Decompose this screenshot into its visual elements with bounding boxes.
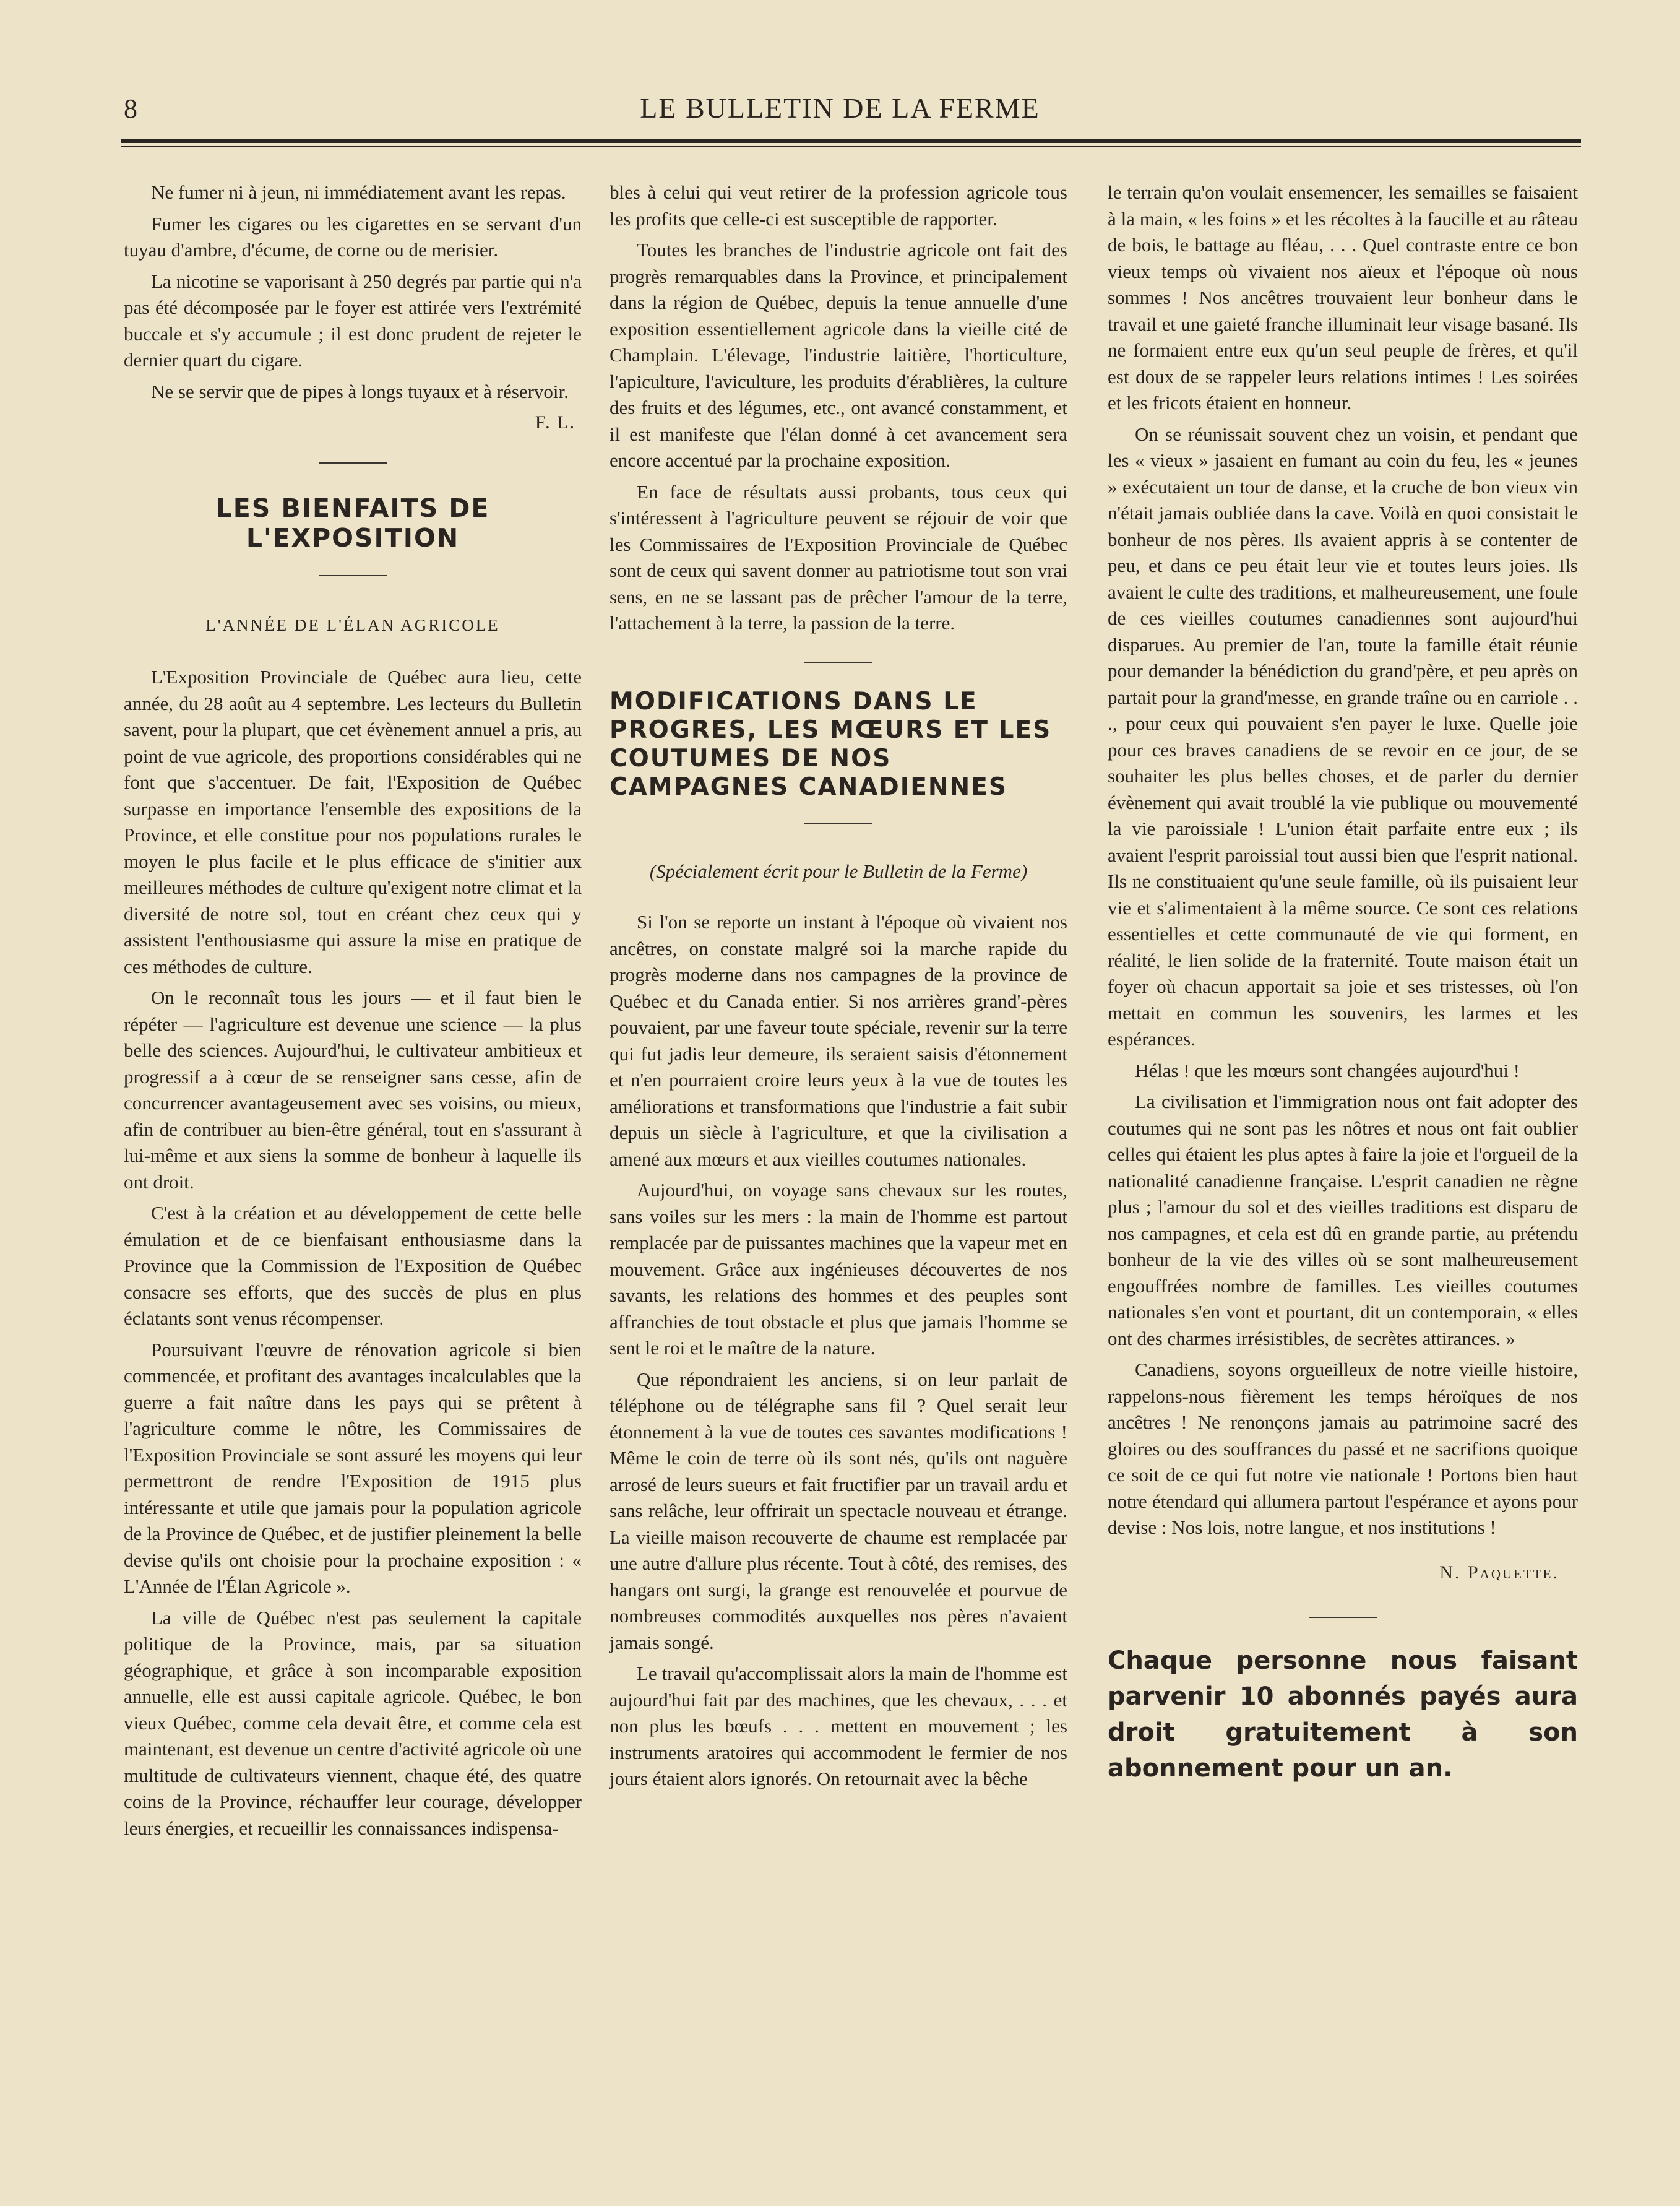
article-byline: (Spécialement écrit pour le Bulletin de la Ferme)	[649, 860, 1028, 882]
paragraph: bles à celui qui veut retirer de la profession agricole tous les profits que celle-ci est susceptible de rapporter.	[610, 181, 1067, 230]
article-title-bienfaits: LES BIENFAITS DE L'EXPOSITION	[215, 493, 490, 553]
paragraph: le terrain qu'on voulait ensemencer, les semailles se faisaient à la main, « les foins » et les récoltes à la faucille et au râteau de bois, le battage au fléau, . . . Quel contraste entre ce bon vieux temps où vivaient nos aïeux et l'époque où nous sommes ! Nos ancêtres trouvaient leur bonheur dans le travail et une gaieté franche illuminait leur visage basané. Ils ne formaient entre eux qu'un seul peuple de frères, et qu'il est doux de se rappeler leurs relations intimes ! Les soirées et les fricots étaient en honneur.	[1108, 181, 1578, 413]
paragraph: Toutes les branches de l'industrie agricole ont fait des progrès remarquables dans la Province, et principalement dans la région de Québec, depuis la tenue annuelle d'une exposition essentiellement agricole dans la vieille cité de Champlain. L'élevage, l'industrie laitière, l'horticulture, l'apiculture, l'aviculture, les produits d'érablières, la culture des fruits et des légumes, etc., ont avancé constamment, et il est manifeste que l'élan donné à cet avancement sera encore accentué par la prochaine exposition.	[610, 239, 1067, 471]
article-subtitle: L'ANNÉE DE L'ÉLAN AGRICOLE	[205, 615, 500, 634]
paragraph: Ne se servir que de pipes à longs tuyaux et à réservoir.	[151, 380, 569, 402]
paragraph: L'Exposition Provinciale de Québec aura lieu, cette année, du 28 août au 4 septembre. Les lecteurs du Bulletin savent, pour la plupart, que cet évènement annuel a pris, au point de vue agricole, des proportions considérables qui ne font que s'accentuer. De fait, l'Exposition de Québec surpasse en importance l'ensemble des expositions de la Province, et elle constitue pour nos populations rurales le moyen le plus facile et le plus efficace de s'initier aux meilleures méthodes de culture qu'exigent notre climat et la diversité de notre sol, tout en créant chez ceux qui y assistent l'enthousiasme qui assure la mise en pratique de ces méthodes de culture.	[124, 666, 582, 977]
column-3	[1108, 180, 1578, 1786]
paragraph: Que répondraient les anciens, si on leur parlait de téléphone ou de télégraphe sans fil ? Quel serait leur étonnement à la vue de toutes ces savantes modifications ! Même le coin de terre où ils sont nés, qu'ils ont naguère arrosé de leurs sueurs et fait fructifier par un travail ardu et sans relâche, leur offrirait un spectacle nouveau et étrange. La vieille maison recouverte de chaume est remplacée par une autre d'allure plus récente. Tout à côté, des remises, des hangars ont surgi, la grange est renouvelée et pourvue de nombreuses commodités auxquelles nos pères n'avaient jamais songé.	[610, 1368, 1067, 1653]
section-divider	[804, 662, 872, 663]
page-title: LE BULLETIN DE LA FERME	[640, 92, 1040, 124]
header-rule-thin	[121, 146, 1581, 147]
paragraph: La civilisation et l'immigration nous ont fait adopter des coutumes qui ne sont pas les nôtres et nous ont fait oublier celles qui étaient les plus aptes à faire la joie et l'orgueil de la nationalité canadienne française. L'esprit canadien ne règne plus ; l'amour du sol et des vieilles traditions est disparu de nos campagnes, et cela est dû en grande partie, au prétendu bonheur de la vie des villes où se sont malheureusement engouffrées nombre de familles. Les vieilles coutumes nationales s'en vont et pourtant, dit un contemporain, « elles ont des charmes irrésistibles, de secrètes attirances. »	[1108, 1091, 1578, 1349]
paragraph: Ne fumer ni à jeun, ni immédiatement avant les repas.	[151, 181, 566, 203]
subscription-notice: Chaque personne nous faisant parvenir 10 abonnés payés aura droit gratuitement à son abonnement pour un an.	[1108, 1646, 1578, 1783]
paragraph: Hélas ! que les mœurs sont changées aujourd'hui !	[1135, 1059, 1520, 1081]
header-rule	[121, 139, 1581, 143]
paragraph: Canadiens, soyons orgueilleux de notre vieille histoire, rappelons-nous fièrement les temps héroïques de nos ancêtres ! Ne renonçons jamais au patrimoine sacré des gloires ou des souffrances du passé et ne sacrifions quoique ce soit de ce qui fut notre vie nationale ! Portons bien haut notre étendard qui allumera partout l'espérance et ayons pour devise : Nos lois, notre langue, et nos institutions !	[1108, 1359, 1578, 1538]
column-1	[124, 180, 582, 1846]
paragraph: Si l'on se reporte un instant à l'époque où vivaient nos ancêtres, on constate malgré soi la marche rapide du progrès moderne dans nos campagnes de la province de Québec et du Canada entier. Si nos arrières grand'-pères pouvaient, par une faveur toute spéciale, revenir sur la terre qui fut jadis leur demeure, ils seraient saisis d'étonnement et n'en pourraient croire leurs yeux à la vue de toutes les améliorations et transformations que l'industrie a fait subir depuis un siècle à l'agriculture, et que la civilisation a amené aux mœurs et aux vieilles coutumes nationales.	[610, 911, 1067, 1170]
section-divider	[319, 575, 387, 576]
section-divider	[804, 823, 872, 824]
paragraph: Poursuivant l'œuvre de rénovation agricole si bien commencée, et profitant des avantages incalculables que la guerre a fait naître dans les pays qui se prêtent à l'agriculture comme le nôtre, les Commissaires de l'Exposition Provinciale se sont assuré les moyens qui leur permettront de rendre l'Exposition de 1915 plus intéressante et utile que jamais pour la population agricole de la Province de Québec, et de justifier pleinement la belle devise qu'ils ont choisie pour la prochaine exposition : « L'Année de l'Élan Agricole ».	[124, 1338, 582, 1597]
intro-signature: F. L.	[535, 412, 575, 433]
paragraph: En face de résultats aussi probants, tous ceux qui s'intéressent à l'agriculture peuvent se réjouir de voir que les Commissaires de l'Exposition Provinciale de Québec sont de ceux qui savent donner au patriotisme tout son vrai sens, en ne se lassant pas de prêcher l'amour de la terre, l'attachement à la terre, la passion de la terre.	[610, 480, 1067, 634]
paragraph: Le travail qu'accomplissait alors la main de l'homme est aujourd'hui fait par des machines, que les chevaux, . . . et non plus les bœufs . . . mettent en mouvement ; les instruments aratoires qui accommodent le fermier de nos jours étaient alors ignorés. On retournait avec la bêche	[610, 1663, 1067, 1789]
article-title-modifications: MODIFICATIONS DANS LE PROGRES, LES MŒURS ET LES COUTUMES DE NOS CAMPAGNES CANADIENNES	[610, 687, 1052, 801]
paragraph: On se réunissait souvent chez un voisin, et pendant que les « vieux » jasaient en fumant au coin du feu, les « jeunes » exécutaient un tour de danse, et la cruche de bon vieux vin n'était jamais oubliée dans la cave. Voilà en quoi consistait le bonheur de nos pères. Ils avaient appris à se contenter de peu, et dans ce peu était leur vie et toutes leurs joies. Ils avaient le culte des traditions, et malheureusement, une foule de ces vieilles coutumes canadiennes sont aujourd'hui disparues. Au premier de l'an, toute la famille était réunie pour demander la bénédiction du grand'père, et peu après on partait pour la grand'messe, en grande traîne ou en carriole . . ., pour ceux qui pouvaient s'en payer le luxe. Quelle joie pour ces braves canadiens de se revoir en ce jour, de se souhaiter les plus belles choses, et de parler du dernier évènement qui avait troublé la vie publique ou mouvementé la vie paroissiale ! L'union était parfaite entre eux ; ils avaient l'esprit paroissial tout aussi bien que l'esprit national. Ils ne constituaient qu'une seule famille, où ils puisaient leur vie et s'alimentaient à la même source. Ce sont ces relations essentielles et cette communauté de vie qui forment, en réalité, le lien solide de la fraternité. Toute maison était un foyer où chacun apportait sa joie et ses tristesses, où l'on mettait en commun les souvenirs, les larmes et les espérances.	[1108, 423, 1578, 1050]
paragraph: Aujourd'hui, on voyage sans chevaux sur les routes, sans voiles sur les mers : la main de l'homme est partout remplacée par de puissantes machines que la vapeur met en mouvement. Grâce aux ingénieuses découvertes de nos savants, les relations des hommes et des peuples sont affranchies de tout obstacle et plus que jamais l'homme se sent le roi et le maître de la nature.	[610, 1179, 1067, 1359]
section-divider	[1309, 1617, 1377, 1618]
article-signature: N. Paquette.	[1439, 1562, 1559, 1583]
paragraph: La nicotine se vaporisant à 250 degrés par partie qui n'a pas été décomposée par le foyer est attirée vers l'extrémité buccale et s'y accumule ; il est donc prudent de rejeter le dernier quart du cigare.	[124, 270, 582, 371]
section-divider	[319, 462, 387, 464]
paragraph: C'est à la création et au développement de cette belle émulation et de ce bienfaisant enthousiasme dans la Province que la Commission de l'Exposition de Québec consacre ses efforts, que des succès de plus en plus éclatants sont venus récompenser.	[124, 1202, 582, 1329]
paragraph: La ville de Québec n'est pas seulement la capitale politique de la Province, mais, par sa situation géographique, et grâce à son incomparable exposition annuelle, elle est aussi capitale agricole. Québec, le bon vieux Québec, comme cela devait être, et comme cela est maintenant, est devenue un centre d'activité agricole où une multitude de cultivateurs viennent, chaque été, des quatre coins de la Province, réchauffer leur courage, développer leurs énergies, et recueillir les connaissances indispensa-	[124, 1606, 582, 1839]
paragraph: Fumer les cigares ou les cigarettes en se servant d'un tuyau d'ambre, d'écume, de corne ou de merisier.	[124, 212, 582, 261]
page-number: 8	[124, 93, 137, 124]
paragraph: On le reconnaît tous les jours — et il faut bien le répéter — l'agriculture est devenue une science — la plus belle des sciences. Aujourd'hui, le cultivateur ambitieux et progressif a à cœur de se renseigner sans cesse, afin de concurrencer avantageusement avec ses voisins, ou mieux, afin de contribuer au bien-être général, tout en s'assurant à lui-même et aux siens la somme de bonheur à laquelle ils ont droit.	[124, 987, 582, 1193]
column-2	[610, 180, 1067, 1797]
